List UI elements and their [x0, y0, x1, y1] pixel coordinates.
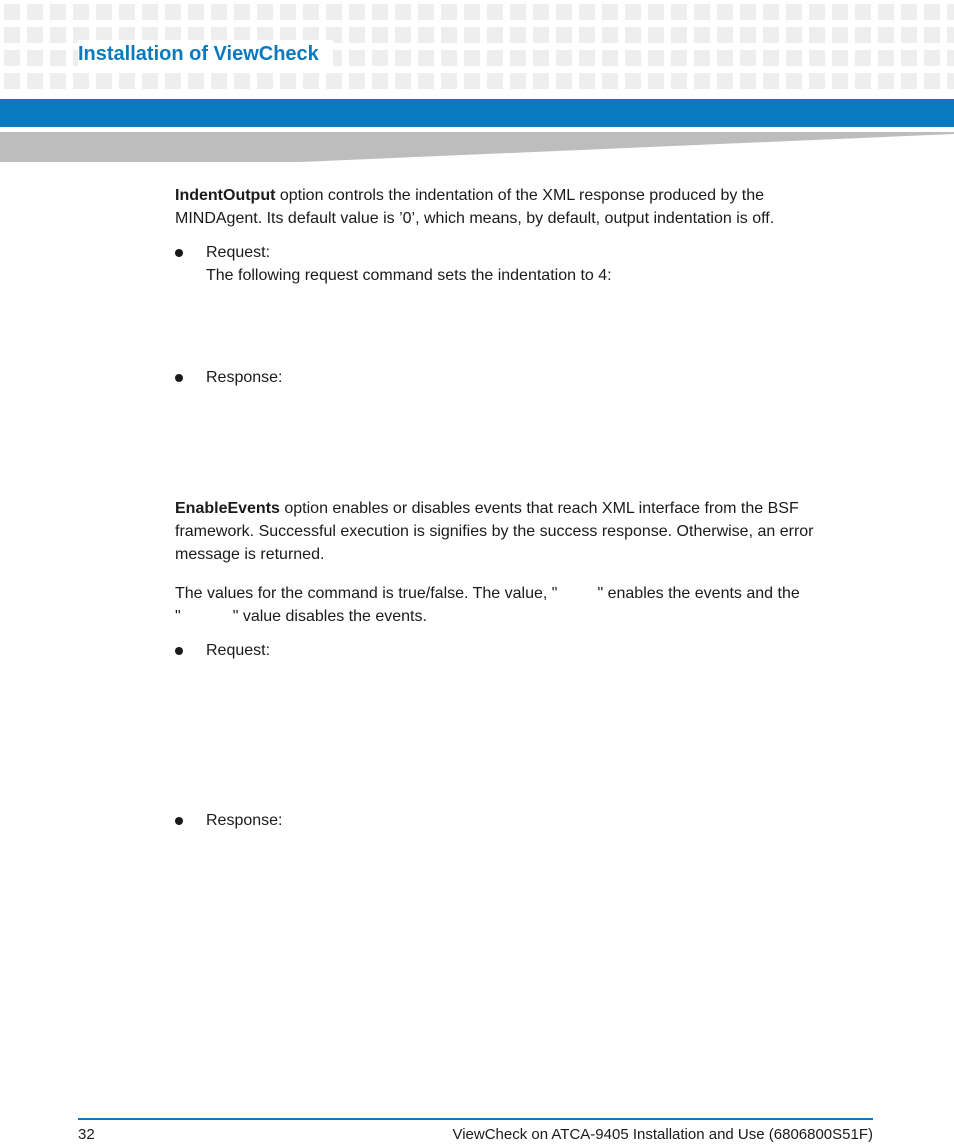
bullet-icon [175, 817, 183, 825]
pattern-square [901, 50, 917, 66]
pattern-square [556, 4, 572, 20]
pattern-square [303, 4, 319, 20]
pattern-square [924, 27, 940, 43]
pattern-square [349, 4, 365, 20]
pattern-square [786, 50, 802, 66]
bullet-icon [175, 374, 183, 382]
pattern-square [832, 4, 848, 20]
pattern-square [832, 27, 848, 43]
values-text-2a: " [175, 608, 181, 625]
pattern-square [487, 50, 503, 66]
pattern-square [924, 73, 940, 89]
pattern-square [50, 50, 66, 66]
pattern-square [418, 4, 434, 20]
values-text-1b: " enables the events and the [597, 585, 800, 602]
footer-rule [78, 1118, 873, 1120]
pattern-square [602, 73, 618, 89]
pattern-square [740, 4, 756, 20]
pattern-square [855, 50, 871, 66]
pattern-square [878, 50, 894, 66]
bullet-icon [175, 647, 183, 655]
values-text-1a: The values for the command is true/false. The value, " [175, 585, 558, 602]
pattern-square [395, 4, 411, 20]
pattern-square [717, 4, 733, 20]
pattern-square [119, 4, 135, 20]
pattern-square [510, 73, 526, 89]
pattern-square [809, 50, 825, 66]
pattern-square [533, 27, 549, 43]
pattern-square [533, 50, 549, 66]
pattern-square [556, 27, 572, 43]
pattern-square [901, 27, 917, 43]
pattern-square [832, 50, 848, 66]
pattern-square [579, 4, 595, 20]
pattern-square [510, 50, 526, 66]
enable-events-term: EnableEvents [175, 500, 280, 517]
indent-output-text-1: option controls the indentation of the XML response produced by the [275, 187, 765, 204]
pattern-square [602, 4, 618, 20]
pattern-square [579, 73, 595, 89]
pattern-square [142, 73, 158, 89]
pattern-square [349, 73, 365, 89]
pattern-square [602, 50, 618, 66]
pattern-square [510, 27, 526, 43]
pattern-square [694, 50, 710, 66]
pattern-square [188, 4, 204, 20]
pattern-square [625, 27, 641, 43]
pattern-square [671, 50, 687, 66]
pattern-square [625, 73, 641, 89]
enable-events-paragraph [175, 497, 855, 566]
pattern-square [579, 50, 595, 66]
pattern-square [372, 27, 388, 43]
pattern-square [4, 50, 20, 66]
indent-output-text-2: MINDAgent. Its default value is ’0’, which means, by default, output indentation is off. [175, 210, 775, 227]
pattern-square [901, 73, 917, 89]
pattern-square [4, 73, 20, 89]
enable-events-text-1: option enables or disables events that reach XML interface from the BSF [279, 500, 799, 517]
indent-request-label: Request: [206, 244, 271, 261]
pattern-square [257, 73, 273, 89]
pattern-square [625, 50, 641, 66]
pattern-square [372, 50, 388, 66]
pattern-square [418, 50, 434, 66]
pattern-square [418, 27, 434, 43]
pattern-square [349, 27, 365, 43]
pattern-square [924, 4, 940, 20]
pattern-square [786, 73, 802, 89]
pattern-square [579, 27, 595, 43]
pattern-square [165, 4, 181, 20]
enable-events-text-3: message is returned. [175, 546, 325, 563]
pattern-square [280, 4, 296, 20]
pattern-square [441, 50, 457, 66]
pattern-square [625, 4, 641, 20]
pattern-square [188, 73, 204, 89]
pattern-square [556, 50, 572, 66]
pattern-square [809, 4, 825, 20]
pattern-square [441, 4, 457, 20]
pattern-square [878, 73, 894, 89]
pattern-square [717, 73, 733, 89]
bullet-icon [175, 249, 183, 257]
pattern-square [27, 27, 43, 43]
pattern-square [602, 27, 618, 43]
indent-request-desc: The following request command sets the indentation to 4: [206, 267, 612, 284]
pattern-square [165, 73, 181, 89]
pattern-square [73, 73, 89, 89]
pattern-square [487, 4, 503, 20]
pattern-square [717, 50, 733, 66]
pattern-square [832, 73, 848, 89]
pattern-square [441, 73, 457, 89]
pattern-square [533, 73, 549, 89]
pattern-square [4, 4, 20, 20]
pattern-square [96, 73, 112, 89]
pattern-square [855, 4, 871, 20]
values-text-2b: " value disables the events. [232, 608, 427, 625]
pattern-square [763, 4, 779, 20]
pattern-square [27, 50, 43, 66]
pattern-square [96, 4, 112, 20]
pattern-square [372, 4, 388, 20]
pattern-square [464, 27, 480, 43]
pattern-square [487, 27, 503, 43]
pattern-square [694, 4, 710, 20]
pattern-square [740, 73, 756, 89]
pattern-square [326, 4, 342, 20]
pattern-square [924, 50, 940, 66]
pattern-square [349, 50, 365, 66]
indent-output-paragraph [175, 184, 855, 230]
pattern-square [395, 50, 411, 66]
pattern-square [395, 73, 411, 89]
pattern-square [855, 73, 871, 89]
header-wedge [0, 132, 954, 162]
enable-events-values-paragraph [175, 582, 855, 628]
pattern-square [947, 50, 954, 66]
pattern-square [533, 4, 549, 20]
pattern-square [441, 27, 457, 43]
pattern-square [740, 27, 756, 43]
pattern-square [947, 73, 954, 89]
pattern-square [372, 73, 388, 89]
pattern-square [464, 4, 480, 20]
pattern-square [119, 73, 135, 89]
pattern-square [694, 27, 710, 43]
pattern-square [855, 27, 871, 43]
pattern-square [556, 73, 572, 89]
enable-events-text-2: framework. Successful execution is signifies by the success response. Otherwise, an error [175, 523, 814, 540]
pattern-square [257, 4, 273, 20]
pattern-square [73, 4, 89, 20]
pattern-square [326, 73, 342, 89]
pattern-square [27, 4, 43, 20]
pattern-square [648, 4, 664, 20]
pattern-square [763, 50, 779, 66]
pattern-square [786, 27, 802, 43]
footer-doc-title: ViewCheck on ATCA-9405 Installation and Use (6806800S51F) [452, 1126, 873, 1143]
pattern-square [487, 73, 503, 89]
pattern-square [671, 4, 687, 20]
pattern-square [27, 73, 43, 89]
pattern-square [878, 4, 894, 20]
pattern-square [786, 4, 802, 20]
pattern-square [809, 73, 825, 89]
pattern-square [418, 73, 434, 89]
events-response-label: Response: [206, 812, 283, 829]
pattern-square [142, 4, 158, 20]
header-accent-bar [0, 99, 954, 127]
pattern-square [878, 27, 894, 43]
pattern-square [211, 4, 227, 20]
pattern-square [510, 4, 526, 20]
pattern-square [50, 73, 66, 89]
pattern-square [648, 73, 664, 89]
pattern-square [4, 27, 20, 43]
indent-output-term: IndentOutput [175, 187, 276, 204]
section-title: Installation of ViewCheck [78, 40, 333, 68]
pattern-square [464, 73, 480, 89]
pattern-square [671, 27, 687, 43]
pattern-square [763, 73, 779, 89]
pattern-square [280, 73, 296, 89]
pattern-square [901, 4, 917, 20]
pattern-square [717, 27, 733, 43]
pattern-square [947, 4, 954, 20]
pattern-square [234, 4, 250, 20]
pattern-square [648, 27, 664, 43]
pattern-square [694, 73, 710, 89]
pattern-square [234, 73, 250, 89]
pattern-square [809, 27, 825, 43]
pattern-square [671, 73, 687, 89]
events-request-label: Request: [206, 642, 271, 659]
pattern-square [50, 27, 66, 43]
pattern-square [50, 4, 66, 20]
pattern-square [763, 27, 779, 43]
pattern-square [464, 50, 480, 66]
pattern-square [211, 73, 227, 89]
pattern-square [395, 27, 411, 43]
indent-response-label: Response: [206, 369, 283, 386]
pattern-square [303, 73, 319, 89]
page-number: 32 [78, 1126, 95, 1143]
pattern-square [740, 50, 756, 66]
pattern-square [648, 50, 664, 66]
pattern-square [947, 27, 954, 43]
